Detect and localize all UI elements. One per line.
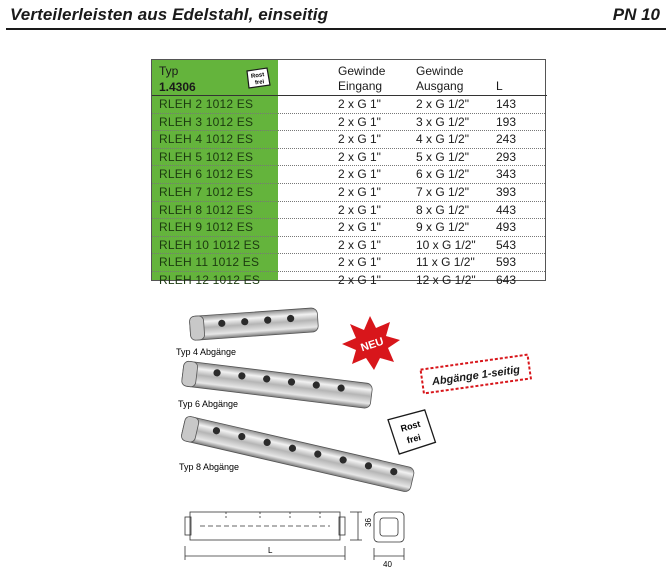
dim-40-label: 40: [383, 560, 392, 569]
typ-cell: RLEH 12 1012 ES: [159, 272, 261, 287]
badge-text-1: Rost: [250, 72, 265, 80]
length-cell: 543: [496, 237, 517, 252]
length-cell: 293: [496, 149, 517, 164]
manifold-tube-icon: [189, 308, 318, 341]
output-cell: 8 x G 1/2": [416, 202, 469, 217]
input-cell: 2 x G 1": [338, 167, 381, 182]
typ-header: Typ: [159, 64, 179, 78]
input-cell: 2 x G 1": [338, 149, 381, 164]
pressure-rating: PN 10: [612, 5, 660, 24]
length-cell: 643: [496, 272, 517, 287]
length-cell: 443: [496, 202, 517, 217]
col-l-header: L: [496, 79, 503, 93]
output-cell: 10 x G 1/2": [416, 237, 476, 252]
dim-36-label: 36: [364, 518, 373, 527]
length-cell: 393: [496, 184, 517, 199]
input-cell: 2 x G 1": [338, 114, 381, 129]
badge2-text-2: frei: [405, 432, 422, 446]
caption-typ4: Typ 4 Abgänge: [176, 347, 237, 357]
output-cell: 9 x G 1/2": [416, 220, 469, 235]
col-in-line2: Eingang: [338, 79, 383, 93]
abgaenge-label: Abgänge 1-seitig: [431, 363, 521, 389]
typ-cell: RLEH 6 1012 ES: [159, 167, 254, 182]
input-cell: 2 x G 1": [338, 255, 381, 270]
length-cell: 193: [496, 114, 517, 129]
typ-cell: RLEH 11 1012 ES: [159, 255, 260, 270]
col-out-line2: Ausgang: [416, 79, 464, 93]
material-number: 1.4306: [159, 80, 196, 94]
length-cell: 493: [496, 220, 517, 235]
output-cell: 6 x G 1/2": [416, 167, 469, 182]
caption-typ8: Typ 8 Abgänge: [179, 462, 240, 472]
input-cell: 2 x G 1": [338, 184, 381, 199]
length-cell: 143: [496, 97, 517, 111]
col-in-line1: Gewinde: [338, 64, 386, 78]
badge-text-2: frei: [254, 79, 265, 87]
input-cell: 2 x G 1": [338, 132, 381, 147]
dim-l-label: L: [268, 546, 273, 555]
caption-typ6: Typ 6 Abgänge: [178, 399, 239, 409]
input-cell: 2 x G 1": [338, 97, 381, 111]
typ-cell: RLEH 4 1012 ES: [159, 132, 254, 147]
output-cell: 7 x G 1/2": [416, 184, 469, 199]
input-cell: 2 x G 1": [338, 220, 381, 235]
length-cell: 593: [496, 255, 517, 270]
typ-cell: RLEH 5 1012 ES: [159, 149, 254, 164]
badge2-text-1: Rost: [399, 418, 422, 434]
output-cell: 12 x G 1/2": [416, 272, 476, 287]
typ-cell: RLEH 3 1012 ES: [159, 114, 254, 129]
length-cell: 343: [496, 167, 517, 182]
page-title: Verteilerleisten aus Edelstahl, einseitig: [10, 5, 329, 24]
output-cell: 5 x G 1/2": [416, 149, 469, 164]
typ-cell: RLEH 8 1012 ES: [159, 202, 254, 217]
length-cell: 243: [496, 132, 517, 147]
output-cell: 4 x G 1/2": [416, 132, 469, 147]
output-cell: 11 x G 1/2": [416, 255, 475, 270]
input-cell: 2 x G 1": [338, 237, 381, 252]
output-cell: 2 x G 1/2": [416, 97, 469, 111]
manifold-tube-icon: [180, 415, 415, 492]
col-out-line1: Gewinde: [416, 64, 464, 78]
typ-cell: RLEH 2 1012 ES: [159, 97, 254, 111]
typ-cell: RLEH 7 1012 ES: [159, 184, 254, 199]
input-cell: 2 x G 1": [338, 272, 381, 287]
typ-cell: RLEH 9 1012 ES: [159, 220, 254, 235]
neu-label: NEU: [359, 335, 386, 355]
abgaenge-banner: [421, 355, 531, 394]
typ-cell: RLEH 10 1012 ES: [159, 237, 261, 252]
rostfrei-badge-icon: [388, 409, 436, 454]
input-cell: 2 x G 1": [338, 202, 381, 217]
output-cell: 3 x G 1/2": [416, 114, 469, 129]
